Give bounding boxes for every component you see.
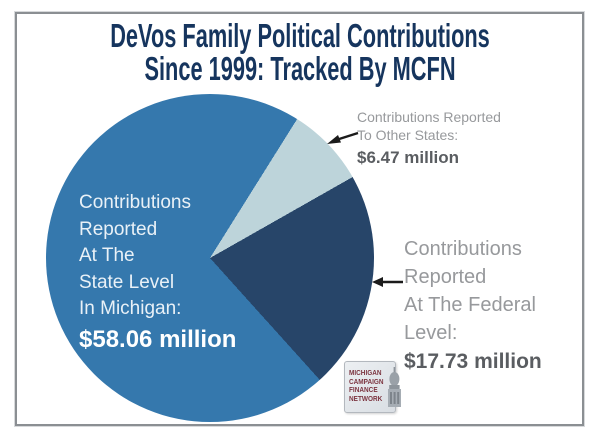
federal-amount-value: $17.73 million xyxy=(404,350,542,373)
other-states-amount-value: $6.47 million xyxy=(357,148,460,167)
title-line-2: Since 1999: Tracked By MCFN xyxy=(144,50,456,87)
state-slice-label xyxy=(79,190,236,355)
title-line-1: DeVos Family Political Contributions xyxy=(110,17,490,54)
arrow-to-other-states-slice-icon xyxy=(325,127,361,149)
federal-label-line: Reported xyxy=(404,266,487,288)
logo-word: MICHIGAN xyxy=(349,370,382,377)
state-label-line: At The xyxy=(79,245,135,266)
federal-callout xyxy=(404,235,542,377)
state-label-line: In Michigan: xyxy=(79,298,182,319)
state-label-line: Contributions xyxy=(79,192,191,213)
page-title xyxy=(0,19,600,85)
logo-word: NETWORK xyxy=(349,395,383,403)
other-states-callout xyxy=(357,109,501,168)
logo-word: CAMPAIGN xyxy=(349,378,384,386)
federal-label-line: At The Federal xyxy=(404,294,536,316)
arrow-to-federal-slice-icon xyxy=(371,274,405,290)
capitol-dome-icon xyxy=(387,366,403,408)
state-label-line: Reported xyxy=(79,218,158,240)
state-label-line: State Level xyxy=(79,271,175,293)
mcfn-logo-text xyxy=(349,370,387,404)
federal-label-line: Level: xyxy=(404,322,458,344)
other-states-label-line: To Other States: xyxy=(357,126,459,143)
logo-word: FINANCE xyxy=(349,387,378,394)
mcfn-logo xyxy=(344,361,396,413)
state-amount-value: $58.06 million xyxy=(79,325,237,353)
federal-label-line: Contributions xyxy=(404,238,522,260)
other-states-label-line: Contributions Reported xyxy=(357,109,501,125)
